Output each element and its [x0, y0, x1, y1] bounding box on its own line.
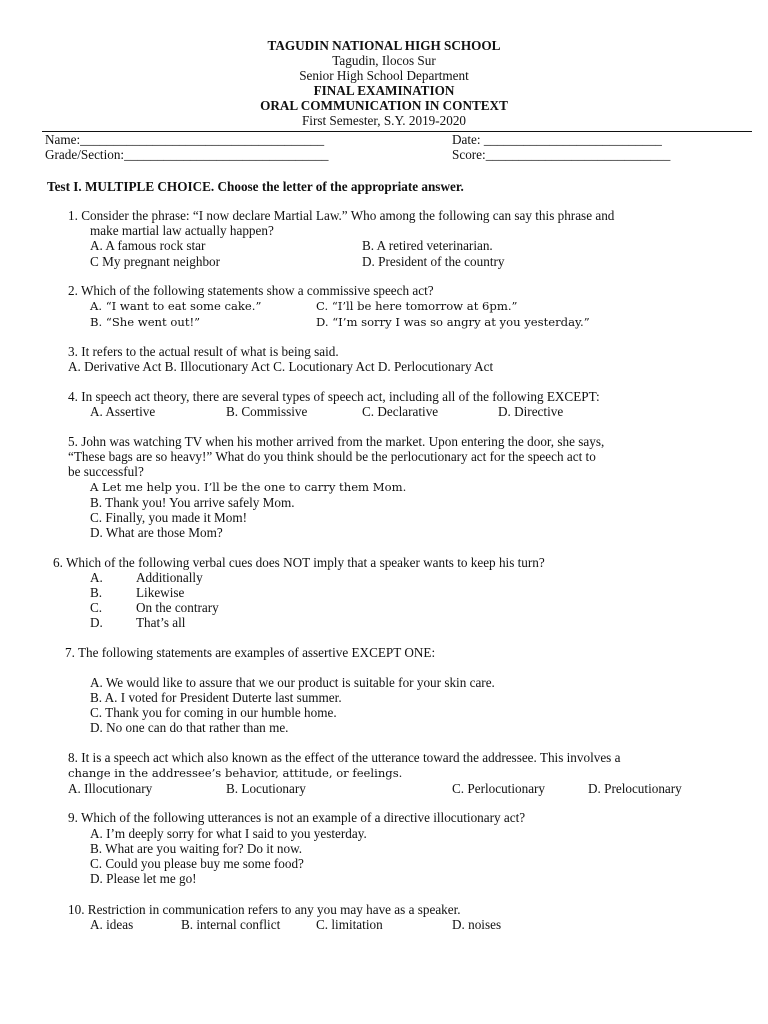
grade-section-field[interactable]: Grade/Section:_______________________________ — [45, 147, 329, 162]
question-7: 7. The following statements are examples of assertive EXCEPT ONE: — [65, 645, 436, 660]
q5-option-d[interactable]: D. What are those Mom? — [90, 525, 223, 540]
q10-option-c[interactable]: C. limitation — [316, 917, 383, 932]
q1-option-a[interactable]: A. A famous rock star — [90, 238, 206, 253]
q7-option-c[interactable]: C. Thank you for coming in our humble home. — [90, 705, 337, 720]
q7-option-d[interactable]: D. No one can do that rather than me. — [90, 720, 289, 735]
school-name: TAGUDIN NATIONAL HIGH SCHOOL — [267, 38, 501, 53]
school-address: Tagudin, Ilocos Sur — [332, 53, 436, 68]
school-term: First Semester, S.Y. 2019-2020 — [301, 113, 467, 128]
q6-option-a-letter: A. — [90, 570, 103, 585]
name-field[interactable]: Name:_____________________________________ — [45, 132, 325, 147]
q6-option-c-letter: C. — [90, 600, 103, 615]
question-3: 3. It refers to the actual result of what is being said. — [68, 344, 339, 359]
q7-option-a[interactable]: A. We would like to assure that we our product is suitable for your skin care. — [90, 675, 495, 690]
question-1: 1. Consider the phrase: “I now declare Martial Law.” Who among the following can say this phrase and — [68, 208, 615, 223]
q2-option-c[interactable]: C. “I’ll be here tomorrow at 6pm.” — [316, 299, 518, 313]
department: Senior High School Department — [299, 68, 469, 83]
q5-option-b[interactable]: B. Thank you! You arrive safely Mom. — [90, 495, 295, 510]
q6-option-b[interactable]: Likewise — [136, 585, 185, 600]
subject-title: ORAL COMMUNICATION IN CONTEXT — [260, 98, 508, 113]
question-5-line2: “These bags are so heavy!” What do you think should be the perlocutionary act for the speech act to — [68, 449, 596, 464]
q4-option-d[interactable]: D. Directive — [498, 404, 564, 419]
q7-option-b[interactable]: B. A. I voted for President Duterte last summer. — [90, 690, 342, 705]
question-2: 2. Which of the following statements show a commissive speech act? — [68, 283, 434, 298]
q4-option-c[interactable]: C. Declarative — [362, 404, 439, 419]
q10-option-a[interactable]: A. ideas — [90, 917, 134, 932]
q2-option-a[interactable]: A. “I want to eat some cake.” — [90, 299, 262, 313]
q1-option-b[interactable]: B. A retired veterinarian. — [362, 238, 493, 253]
q6-option-a[interactable]: Additionally — [136, 570, 203, 585]
q1-option-d[interactable]: D. President of the country — [362, 254, 505, 269]
q8-option-b[interactable]: B. Locutionary — [226, 781, 306, 796]
test-heading: Test I. MULTIPLE CHOICE. Choose the letter of the appropriate answer. — [47, 179, 464, 194]
q6-option-d-letter: D. — [90, 615, 103, 630]
q8-option-c[interactable]: C. Perlocutionary — [452, 781, 546, 796]
q2-option-b[interactable]: B. “She went out!” — [90, 315, 201, 329]
q8-option-d[interactable]: D. Prelocutionary — [588, 781, 682, 796]
q3-options[interactable]: A. Derivative Act B. Illocutionary Act C. Locutionary Act D. Perlocutionary Act — [68, 359, 494, 374]
q10-option-b[interactable]: B. internal conflict — [181, 917, 281, 932]
question-1-line2: make martial law actually happen? — [90, 223, 274, 238]
q8-option-a[interactable]: A. Illocutionary — [68, 781, 153, 796]
question-8: 8. It is a speech act which also known as the effect of the utterance toward the addressee. This involves a — [68, 750, 621, 765]
question-9: 9. Which of the following utterances is not an example of a directive illocutionary act? — [68, 810, 526, 825]
q5-option-c[interactable]: C. Finally, you made it Mom! — [90, 510, 248, 525]
question-6: 6. Which of the following verbal cues does NOT imply that a speaker wants to keep his turn? — [53, 555, 545, 570]
q9-option-c[interactable]: C. Could you please buy me some food? — [90, 856, 304, 871]
exam-title: FINAL EXAMINATION — [313, 83, 455, 98]
question-5: 5. John was watching TV when his mother arrived from the market. Upon entering the door, she says, — [68, 434, 605, 449]
q4-option-b[interactable]: B. Commissive — [226, 404, 308, 419]
date-field[interactable]: Date: ___________________________ — [452, 132, 662, 147]
question-5-line3: be successful? — [68, 464, 144, 479]
q6-option-c[interactable]: On the contrary — [136, 600, 219, 615]
question-10: 10. Restriction in communication refers to any you may have as a speaker. — [68, 902, 461, 917]
q9-option-d[interactable]: D. Please let me go! — [90, 871, 197, 886]
q6-option-b-letter: B. — [90, 585, 103, 600]
score-field[interactable]: Score:____________________________ — [452, 147, 671, 162]
q5-option-a[interactable]: A Let me help you. I’ll be the one to carry them Mom. — [90, 480, 407, 494]
q9-option-b[interactable]: B. What are you waiting for? Do it now. — [90, 841, 303, 856]
q6-option-d[interactable]: That’s all — [136, 615, 186, 630]
q4-option-a[interactable]: A. Assertive — [90, 404, 156, 419]
q10-option-d[interactable]: D. noises — [452, 917, 502, 932]
q9-option-a[interactable]: A. I’m deeply sorry for what I said to you yesterday. — [90, 826, 367, 841]
q1-option-c[interactable]: C My pregnant neighbor — [90, 254, 221, 269]
question-8-line2: change in the addressee’s behavior, attitude, or feelings. — [68, 766, 403, 780]
question-4: 4. In speech act theory, there are several types of speech act, including all of the following EXCEPT: — [68, 389, 600, 404]
q2-option-d[interactable]: D. “I’m sorry I was so angry at you yesterday.” — [316, 315, 590, 329]
